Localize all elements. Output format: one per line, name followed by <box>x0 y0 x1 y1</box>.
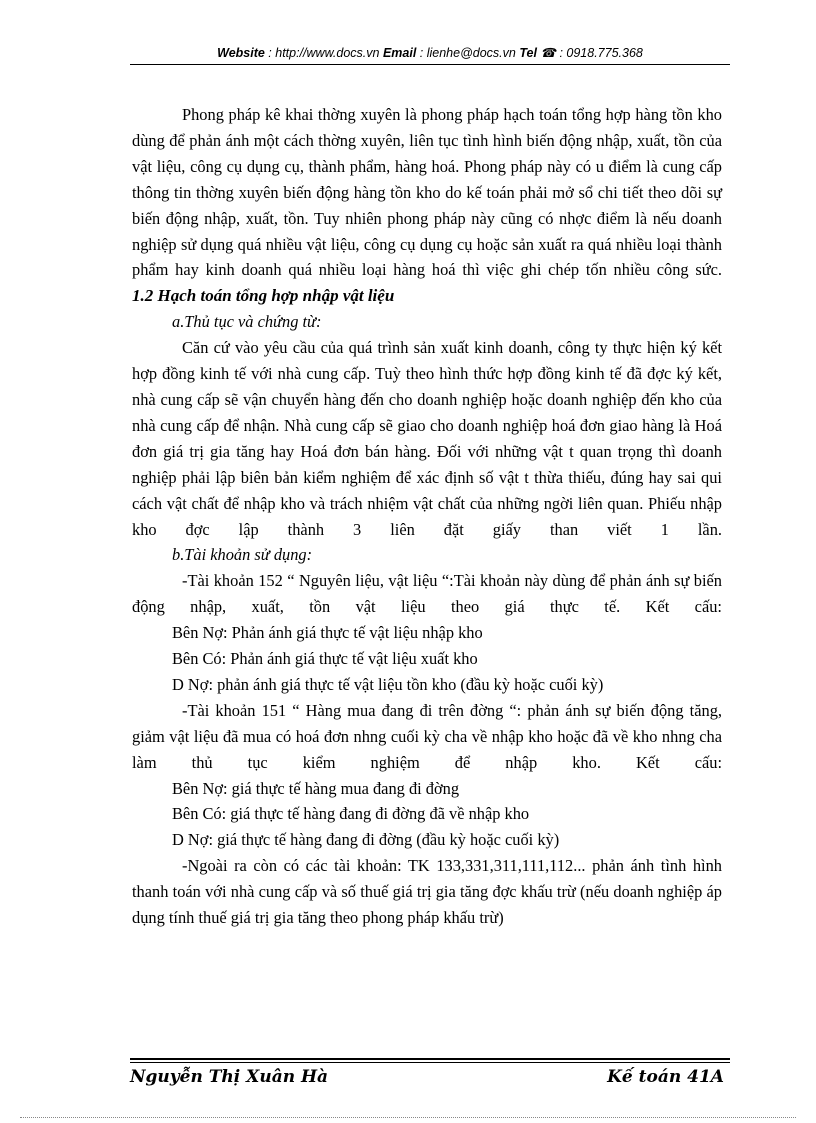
line-152-credit: Bên Có: Phản ánh giá thực tế vật liệu xuất kho <box>172 649 478 669</box>
footer-author: Nguyễn Thị Xuân Hà <box>130 1067 329 1087</box>
paragraph-other-accounts: -Ngoài ra còn có các tài khoản: TK 133,331,311,111,112... phản ánh tình hình thanh toán với nhà cung cấp và số thuế giá trị gia tăng đợc khấu trừ (nếu doanh nghiệp áp dụng tính thuế giá trị gia tăng theo phong pháp khấu trừ) <box>132 856 722 928</box>
website-label: Website <box>217 46 265 60</box>
paragraph-procedures: Căn cứ vào yêu cầu của quá trình sản xuất kinh doanh, công ty thực hiện ký kết hợp đồng kinh tế với nhà cung cấp. Tuỳ theo hình thức hợp đồng kinh tế đã đợc ký kết, nhà cung cấp sẽ vận chuyển hàng đến cho doanh nghiệp hoặc doanh nghiệp đến kho của nhà cung cấp để nhận. Nhà cung cấp sẽ giao cho doanh nghiệp hoá đơn giao hàng là Hoá đơn giá trị gia tăng hay Hoá đơn bán hàng. Đối với những vật t quan trọng thì doanh nghiệp phải lập biên bản kiểm nghiệm để xác định số vật t thừa thiếu, đúng hay sai qui cách vật chất để nhập kho và trách nhiệm vật chất của những ngời liên quan. Phiếu nhập kho đợc lập thành 3 liên đặt giấy than viết 1 lần. <box>132 338 722 539</box>
line-152-debit: Bên Nợ: Phản ánh giá thực tế vật liệu nhập kho <box>172 623 483 643</box>
header-divider <box>130 64 730 65</box>
paragraph-kkttx: Phong pháp kê khai thờng xuyên là phong pháp hạch toán tổng hợp hàng tồn kho dùng để phản ánh một cách thờng xuyên, liên tục tình hình biến động nhập, xuất, tồn của vật liệu, công cụ dụng cụ, thành phẩm, hàng hoá. Phong pháp này có u điểm là cung cấp thông tin thờng xuyên biến động hàng tồn kho do kế toán phải mở sổ chi tiết theo dõi sự biến động nhập, xuất, tồn. Tuy nhiên phong pháp này cũng có nhợc điểm là nếu doanh nghiệp sử dụng quá nhiều vật liệu, công cụ dụng cụ hoặc sản xuất ra quá nhiều loại thành phẩm hay kinh doanh quá nhiều loại hàng hoá thì việc ghi chép tốn nhiều công sức. <box>132 105 722 280</box>
paragraph-account-151: -Tài khoản 151 “ Hàng mua đang đi trên đờng “: phản ánh sự biến động tăng, giảm vật liệu đã mua có hoá đơn nhng cuối kỳ cha về nhập kho hoặc đã về kho nhng cha làm thủ tục kiểm nghiệm để nhập kho. Kết cấu: <box>132 700 722 772</box>
phone-number: ☎ : 0918.775.368 <box>536 46 643 60</box>
footer-divider-thick <box>130 1058 730 1060</box>
page-header <box>130 44 730 72</box>
line-151-balance: D Nợ: giá thực tế hàng đang đi đờng (đầu kỳ hoặc cuối kỳ) <box>172 830 560 850</box>
paragraph-account-152: -Tài khoản 152 “ Nguyên liệu, vật liệu “:Tài khoản này dùng để phản ánh sự biến động nhập, xuất, tồn vật liệu theo giá thực tế. Kết cấu: <box>132 571 722 617</box>
line-151-debit: Bên Nợ: giá thực tế hàng mua đang đi đờng <box>172 778 460 798</box>
website-url[interactable]: : http://www.docs.vn <box>264 46 383 60</box>
section-heading-1-2: 1.2 Hạch toán tổng hợp nhập vật liệu <box>132 286 395 306</box>
email-address[interactable]: : lienhe@docs.vn <box>416 46 520 60</box>
line-151-credit: Bên Có: giá thực tế hàng đang đi đờng đã về nhập kho <box>172 804 530 824</box>
subheading-b: b.Tài khoản sử dụng: <box>172 545 313 565</box>
line-152-balance: D Nợ: phản ánh giá thực tế vật liệu tồn kho (đầu kỳ hoặc cuối kỳ) <box>172 674 604 694</box>
footer-divider-thin <box>130 1062 730 1063</box>
document-body <box>132 102 722 931</box>
header-contact-line <box>130 44 730 62</box>
page-bottom-border <box>20 1117 796 1118</box>
footer-class: Kế toán 41A <box>607 1067 724 1087</box>
email-label: Email <box>382 46 417 60</box>
page-footer <box>130 1055 730 1095</box>
tel-label: Tel <box>519 46 537 60</box>
subheading-a: a.Thủ tục và chứng từ: <box>172 312 322 332</box>
